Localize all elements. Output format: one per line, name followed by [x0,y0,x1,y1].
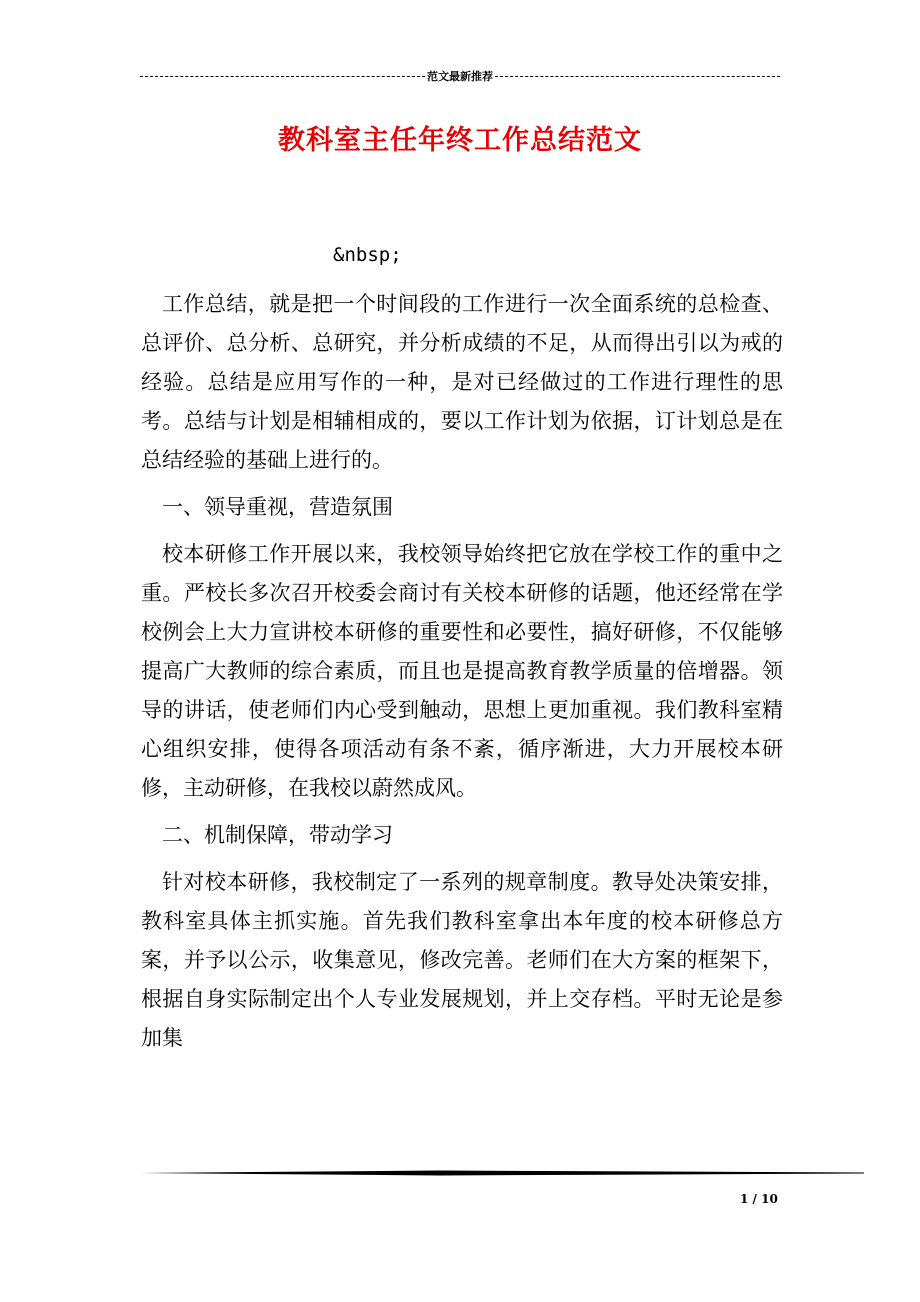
document-title: 教科室主任年终工作总结范文 [278,125,642,156]
nbsp-text: &nbsp; [333,244,402,266]
paragraph-intro: 工作总结，就是把一个时间段的工作进行一次全面系统的总检查、总评价、总分析、总研究，并分析成绩的不足，从而得出引以为戒的经验。总结是应用写作的一种，是对已经做过的工作进行理性的思考。总结与计划是相辅相成的，要以工作计划为依据，订计划总是在总结经验的基础上进行的。 [141,292,783,472]
header-dash-right [495,76,780,77]
paragraph-section-2: 针对校本研修，我校制定了一系列的规章制度。教导处决策安排，教科室具体主抓实施。首先我们教科室拿出本年度的校本研修总方案，并予以公示，收集意见，修改完善。老师们在大方案的框架下，根据自身实际制定出个人专业发展规划，并上交存档。平时无论是参加集 [141,870,783,1050]
section-heading-1: 一、领导重视，营造氛围 [162,495,393,519]
document-body [141,285,783,1066]
header-label: 范文最新推荐 [427,70,493,83]
paragraph-section-1: 校本研修工作开展以来，我校领导始终把它放在学校工作的重中之重。严校长多次召开校委会商讨有关校本研修的话题，他还经常在学校例会上大力宣讲校本研修的重要性和必要性，搞好研修，不仅能够提高广大教师的综合素质，而且也是提高教育教学质量的倍增器。领导的讲话，使老师们内心受到触动，思想上更加重视。我们教科室精心组织安排，使得各项活动有条不紊，循序渐进，大力开展校本研修，主动研修，在我校以蔚然成风。 [141,542,783,800]
section-heading-2: 二、机制保障，带动学习 [162,823,393,847]
header-banner [140,66,780,86]
footer-rule [140,1168,864,1178]
footer-rule-shape [140,1171,864,1176]
header-dash-left [140,76,425,77]
page-number: 1 / 10 [740,1192,778,1206]
